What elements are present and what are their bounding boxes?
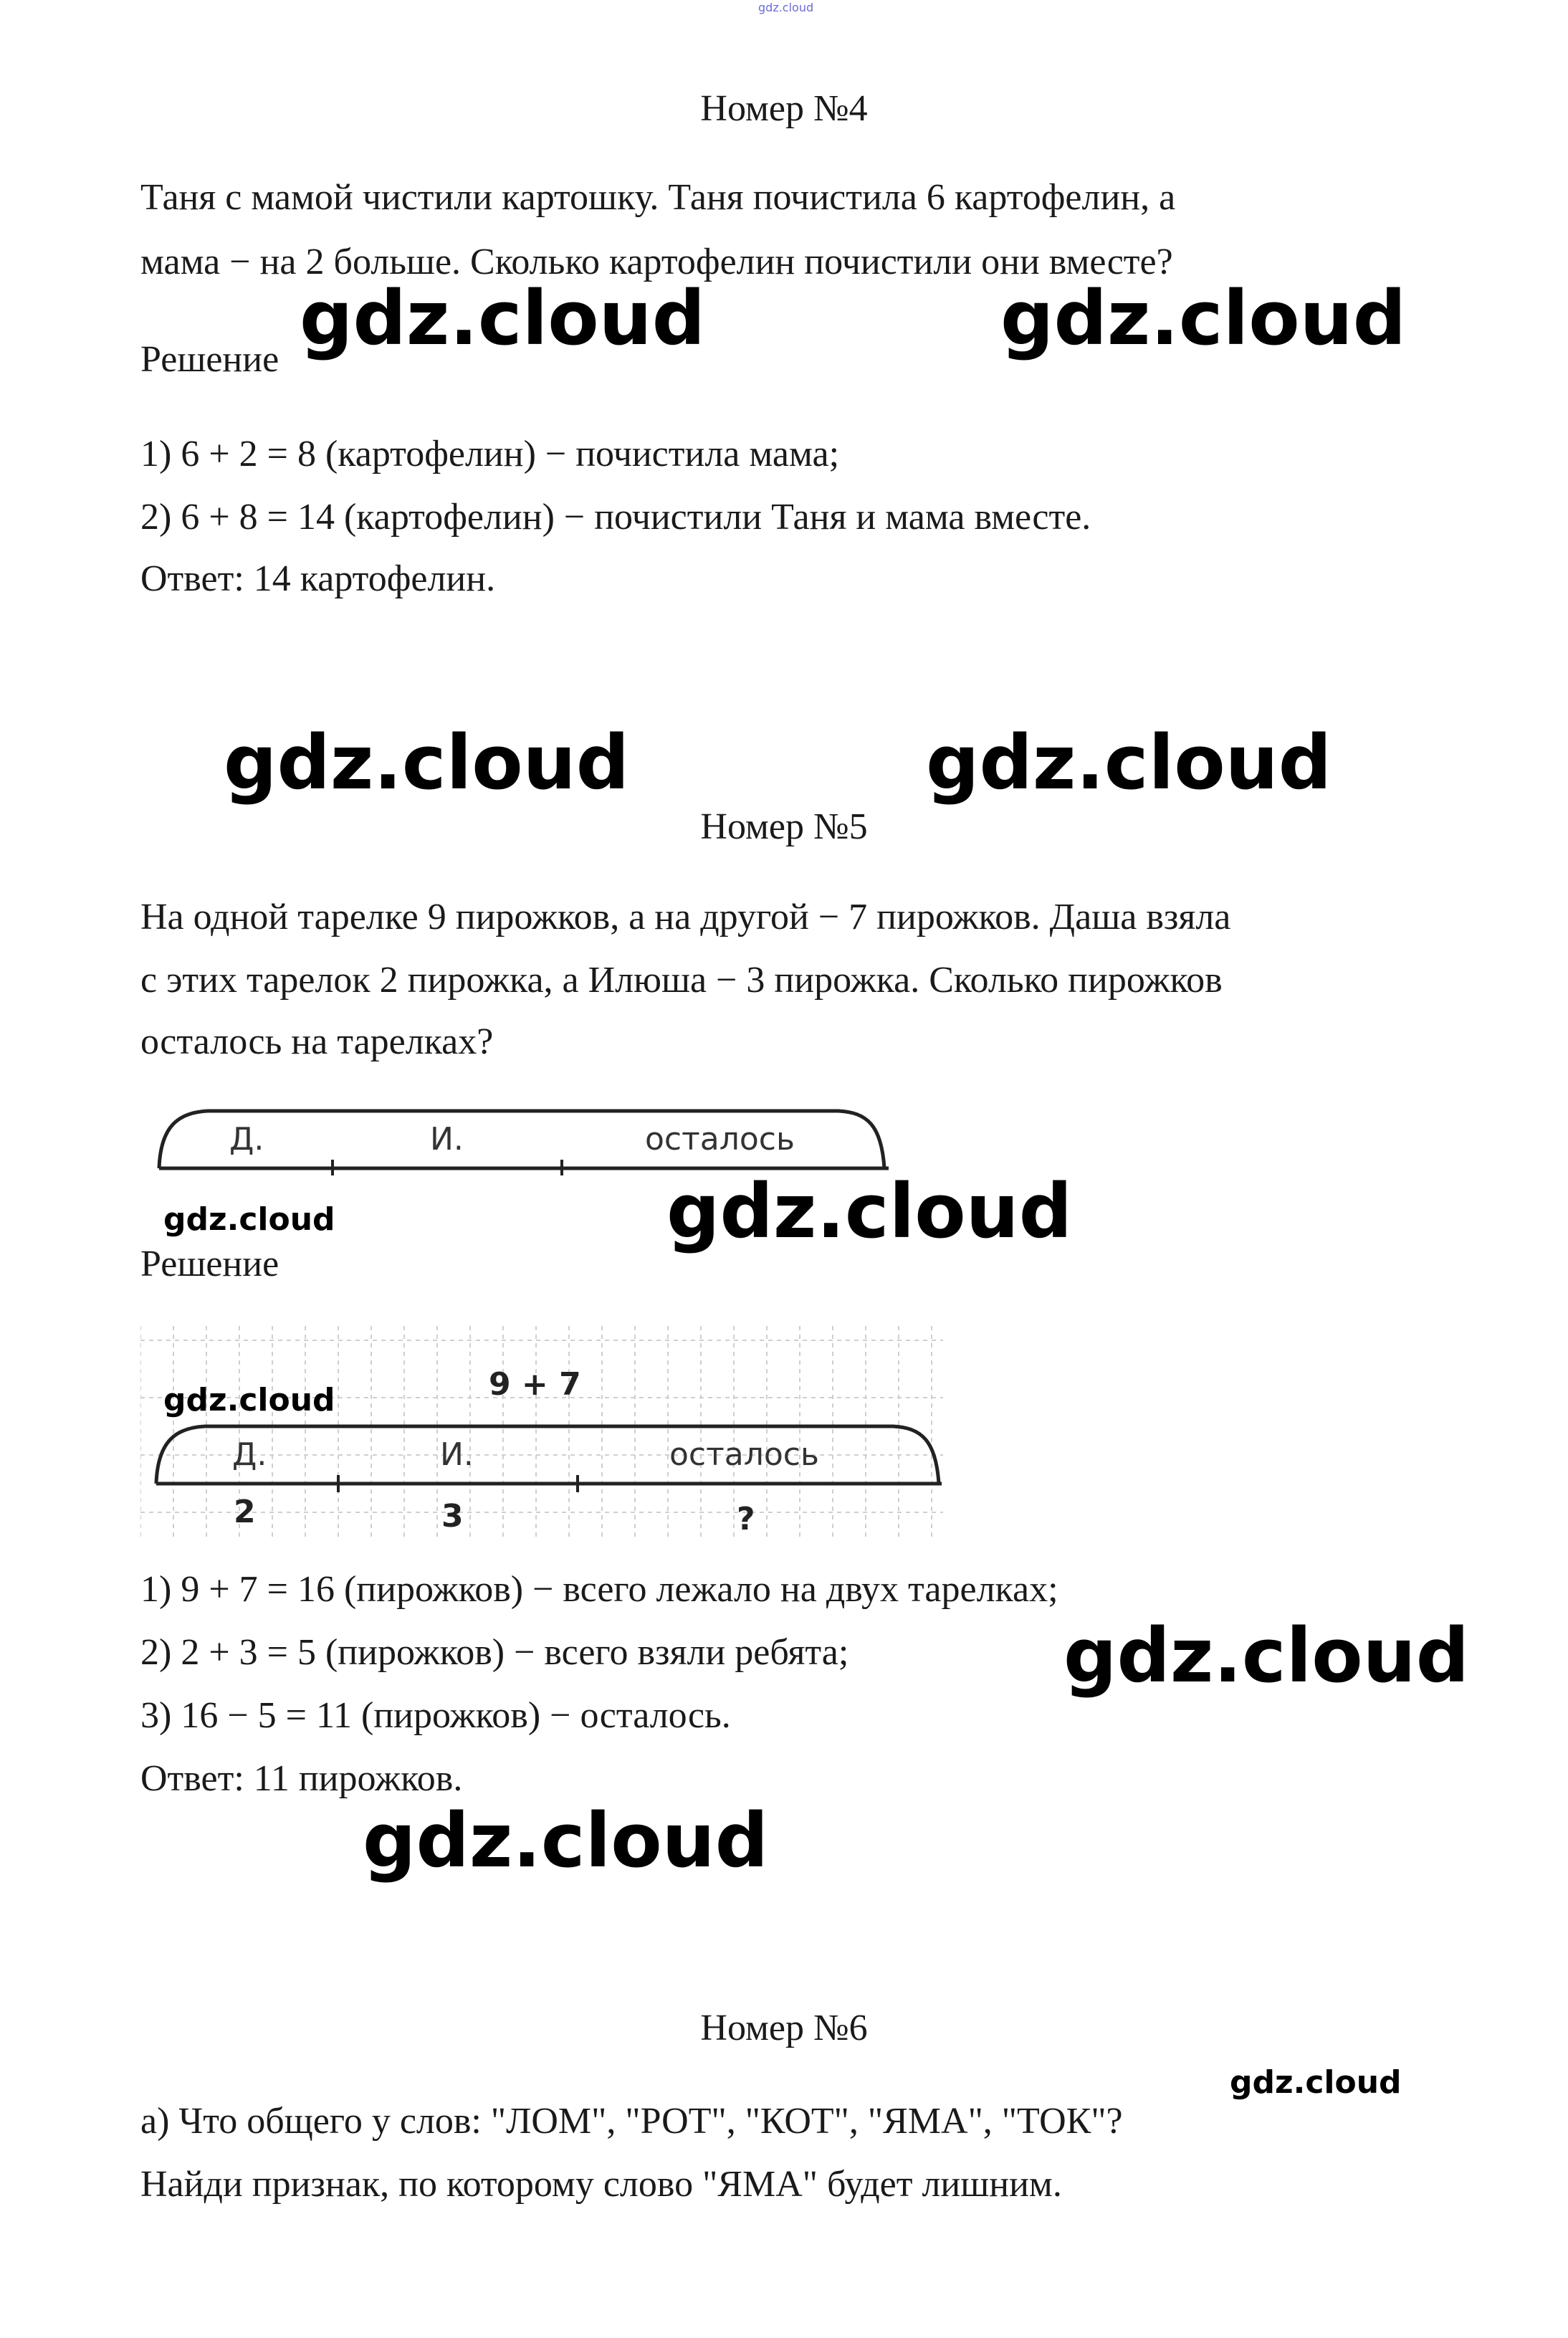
task5-step2: 2) 2 + 3 = 5 (пирожков) − всего взяли ребята; <box>140 1632 849 1673</box>
task4-heading: Номер №4 <box>700 88 868 129</box>
task4-problem-line1: Таня с мамой чистили картошку. Таня почистила 6 картофелин, а <box>140 177 1176 218</box>
watermark: gdz.cloud <box>363 1797 769 1884</box>
segment-label-d: Д. <box>229 1121 264 1158</box>
segment-value-i: 3 <box>441 1498 464 1535</box>
task6-line1: а) Что общего у слов: "ЛОМ", "РОТ", "КОТ", "ЯМА", "ТОК"? <box>140 2101 1123 2142</box>
task5-diagram-plain <box>150 1097 896 1175</box>
task4-answer: Ответ: 14 картофелин. <box>140 558 496 599</box>
segment-label-remaining: осталось <box>669 1436 819 1473</box>
segment-value-d: 2 <box>234 1494 256 1530</box>
task5-problem-line3: осталось на тарелках? <box>140 1021 494 1062</box>
task5-solution-label: Решение <box>140 1244 279 1284</box>
segment-value-remaining: ? <box>737 1501 755 1537</box>
task5-problem-line1: На одной тарелке 9 пирожков, а на другой − 7 пирожков. Даша взяла <box>140 897 1231 937</box>
site-tag: gdz.cloud <box>758 1 814 14</box>
task4-solution-label: Решение <box>140 339 279 380</box>
task5-diagram-solution <box>140 1326 946 1541</box>
task5-problem-line2: с этих тарелок 2 пирожка, а Илюша − 3 пирожка. Сколько пирожков <box>140 960 1223 1001</box>
task4-step2: 2) 6 + 8 = 14 (картофелин) − почистили Таня и мама вместе. <box>140 497 1091 538</box>
task5-answer: Ответ: 11 пирожков. <box>140 1758 463 1799</box>
watermark: gdz.cloud <box>1063 1612 1470 1699</box>
total-label: 9 + 7 <box>489 1366 581 1403</box>
grid-background <box>140 1326 943 1541</box>
segment-label-remaining: осталось <box>645 1121 795 1158</box>
segment-label-i: И. <box>440 1436 474 1473</box>
task6-heading: Номер №6 <box>700 2008 868 2048</box>
task5-heading: Номер №5 <box>700 806 868 847</box>
task4-problem-line2: мама − на 2 больше. Сколько картофелин почистили они вместе? <box>140 242 1173 282</box>
watermark: gdz.cloud <box>666 1168 1073 1255</box>
watermark: gdz.cloud <box>163 1382 335 1418</box>
watermark: gdz.cloud <box>926 719 1332 806</box>
segment-label-d: Д. <box>232 1436 267 1473</box>
task5-step3: 3) 16 − 5 = 11 (пирожков) − осталось. <box>140 1695 731 1736</box>
watermark: gdz.cloud <box>163 1201 335 1238</box>
watermark: gdz.cloud <box>1230 2064 1402 2101</box>
watermark: gdz.cloud <box>1000 275 1407 362</box>
segment-label-i: И. <box>430 1121 464 1158</box>
watermark: gdz.cloud <box>300 275 706 362</box>
task5-step1: 1) 9 + 7 = 16 (пирожков) − всего лежало на двух тарелках; <box>140 1569 1058 1610</box>
task4-step1: 1) 6 + 2 = 8 (картофелин) − почистила мама; <box>140 434 840 474</box>
task6-line2: Найди признак, по которому слово "ЯМА" будет лишним. <box>140 2164 1062 2205</box>
watermark: gdz.cloud <box>224 719 630 806</box>
